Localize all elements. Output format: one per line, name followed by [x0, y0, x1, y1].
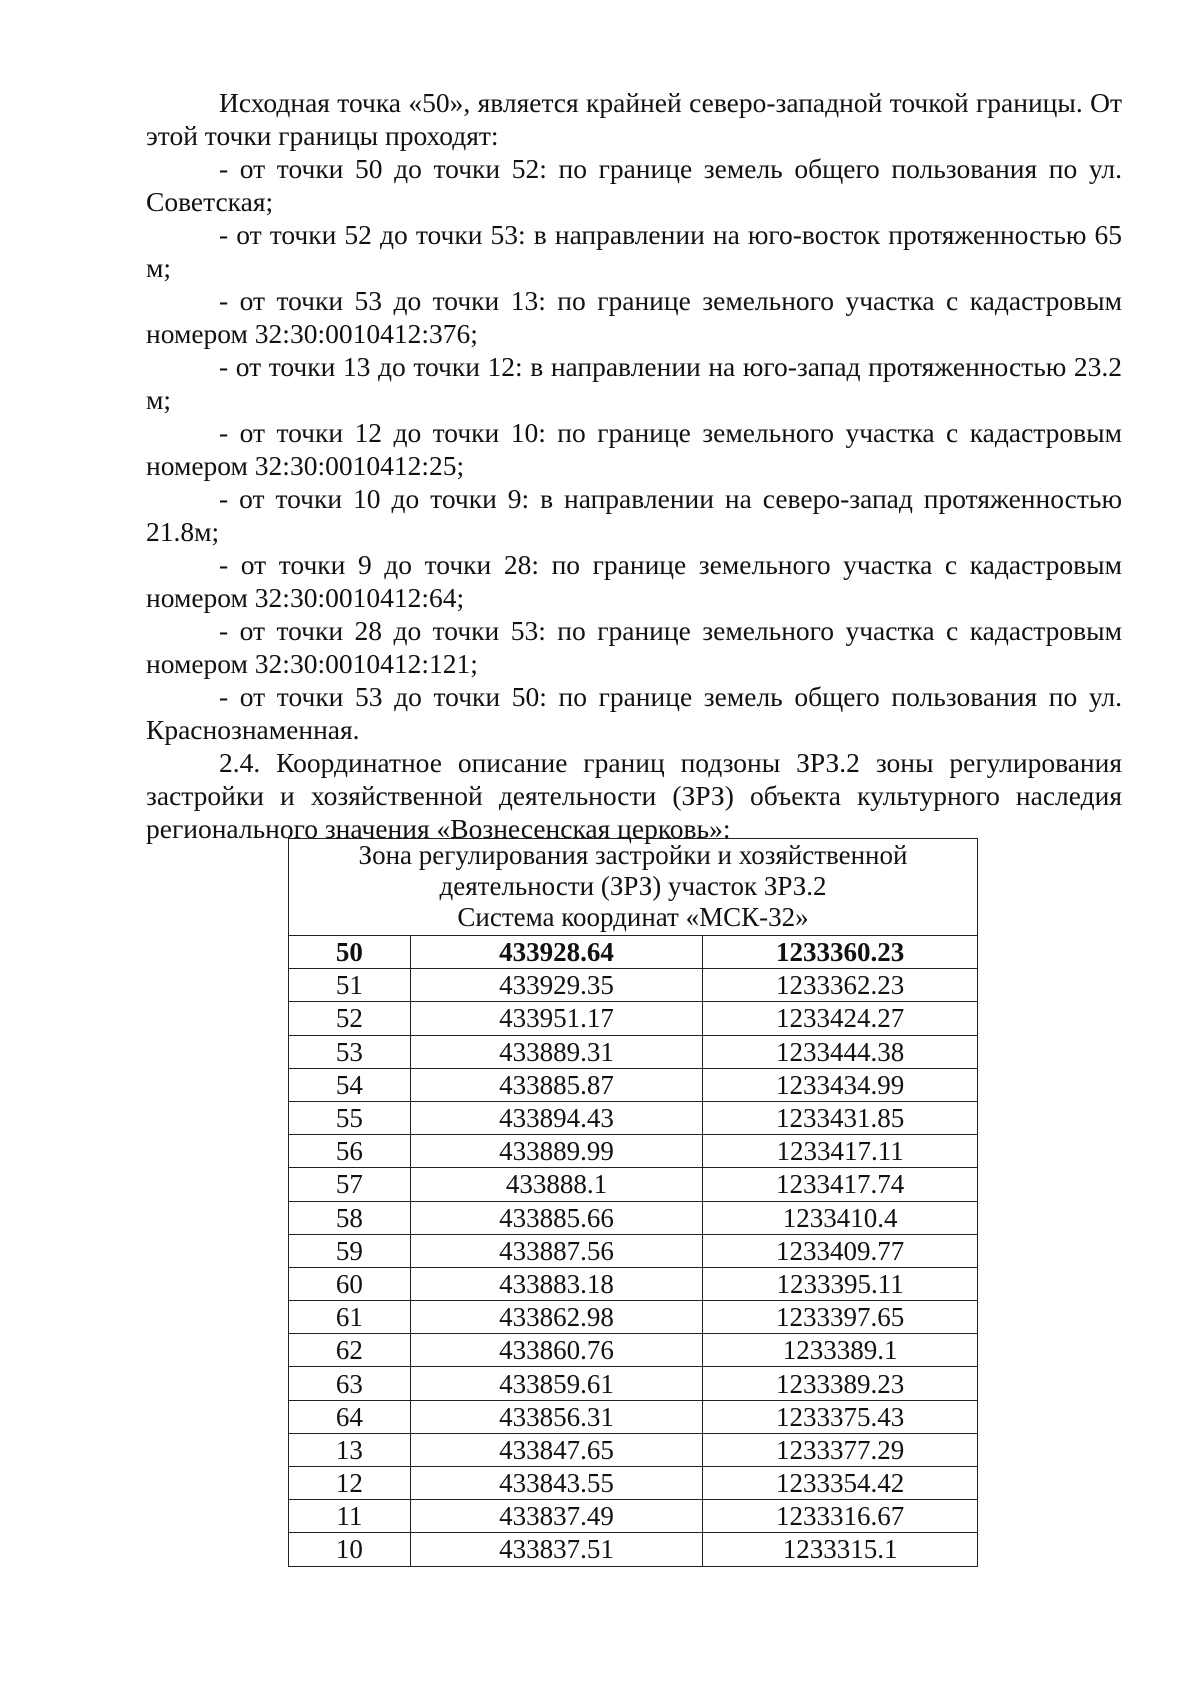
x-coordinate-cell: 433885.87 — [410, 1068, 703, 1101]
x-coordinate-cell: 433885.66 — [410, 1201, 703, 1234]
x-coordinate-cell: 433859.61 — [410, 1367, 703, 1400]
point-number-cell: 57 — [289, 1168, 411, 1201]
x-coordinate-cell: 433860.76 — [410, 1334, 703, 1367]
y-coordinate-cell: 1233315.1 — [703, 1533, 978, 1566]
point-number-cell: 53 — [289, 1035, 411, 1068]
x-coordinate-cell: 433837.49 — [410, 1500, 703, 1533]
paragraph-segment-50-52: - от точки 50 до точки 52: по границе земель общего пользования по ул. Советская; — [146, 153, 1122, 217]
table-row — [289, 1234, 978, 1267]
table-header-cell — [289, 839, 978, 936]
table-row — [289, 969, 978, 1002]
table-row — [289, 1267, 978, 1300]
y-coordinate-cell: 1233375.43 — [703, 1400, 978, 1433]
y-coordinate-cell: 1233362.23 — [703, 969, 978, 1002]
y-coordinate-cell: 1233409.77 — [703, 1234, 978, 1267]
x-coordinate-cell: 433929.35 — [410, 969, 703, 1002]
paragraph-segment-28-53: - от точки 28 до точки 53: по границе земельного участка с кадастровым номером 32:30:0010412:121; — [146, 615, 1122, 679]
paragraph-segment-9-28: - от точки 9 до точки 28: по границе земельного участка с кадастровым номером 32:30:0010412:64; — [146, 549, 1122, 613]
paragraph-segment-10-9: - от точки 10 до точки 9: в направлении на северо-запад протяженностью 21.8м; — [146, 483, 1122, 547]
paragraph-origin-point: Исходная точка «50», является крайней северо-западной точкой границы. От этой точки границы проходят: — [146, 87, 1122, 151]
table-header-line-zone: Зона регулирования застройки и хозяйственной — [358, 840, 908, 870]
y-coordinate-cell: 1233431.85 — [703, 1101, 978, 1134]
y-coordinate-cell: 1233389.1 — [703, 1334, 978, 1367]
boundary-description — [146, 86, 1122, 845]
point-number-cell: 51 — [289, 969, 411, 1002]
table-header-line-coordinate-system: Система координат «МСК-32» — [457, 902, 809, 932]
x-coordinate-cell: 433862.98 — [410, 1301, 703, 1334]
x-coordinate-cell: 433889.31 — [410, 1035, 703, 1068]
table-row — [289, 1533, 978, 1566]
table-row — [289, 936, 978, 969]
point-number-cell: 59 — [289, 1234, 411, 1267]
table-row — [289, 1201, 978, 1234]
point-number-cell: 11 — [289, 1500, 411, 1533]
point-number-cell: 52 — [289, 1002, 411, 1035]
x-coordinate-cell: 433888.1 — [410, 1168, 703, 1201]
paragraph-segment-12-10: - от точки 12 до точки 10: по границе земельного участка с кадастровым номером 32:30:0010412:25; — [146, 417, 1122, 481]
table-row — [289, 1101, 978, 1134]
point-number-cell: 10 — [289, 1533, 411, 1566]
table-row — [289, 1068, 978, 1101]
y-coordinate-cell: 1233424.27 — [703, 1002, 978, 1035]
x-coordinate-cell: 433843.55 — [410, 1467, 703, 1500]
paragraph-segment-13-12: - от точки 13 до точки 12: в направлении на юго-запад протяженностью 23.2 м; — [146, 351, 1122, 415]
paragraph-segment-52-53: - от точки 52 до точки 53: в направлении на юго-восток протяженностью 65 м; — [146, 219, 1122, 283]
table-row — [289, 1002, 978, 1035]
point-number-cell: 56 — [289, 1135, 411, 1168]
x-coordinate-cell: 433889.99 — [410, 1135, 703, 1168]
coordinates-table — [288, 838, 978, 1567]
x-coordinate-cell: 433894.43 — [410, 1101, 703, 1134]
table-row — [289, 1135, 978, 1168]
x-coordinate-cell: 433883.18 — [410, 1267, 703, 1300]
paragraph-segment-53-13: - от точки 53 до точки 13: по границе земельного участка с кадастровым номером 32:30:0010412:376; — [146, 285, 1122, 349]
y-coordinate-cell: 1233397.65 — [703, 1301, 978, 1334]
paragraph-segment-53-50: - от точки 53 до точки 50: по границе земель общего пользования по ул. Краснознаменная. — [146, 681, 1122, 745]
y-coordinate-cell: 1233434.99 — [703, 1068, 978, 1101]
table-row — [289, 1433, 978, 1466]
y-coordinate-cell: 1233316.67 — [703, 1500, 978, 1533]
y-coordinate-cell: 1233417.11 — [703, 1135, 978, 1168]
table-row — [289, 1500, 978, 1533]
table-row — [289, 1467, 978, 1500]
point-number-cell: 12 — [289, 1467, 411, 1500]
table-row — [289, 1168, 978, 1201]
point-number-cell: 55 — [289, 1101, 411, 1134]
paragraph-section-2-4: 2.4. Координатное описание границ подзоны ЗРЗ.2 зоны регулирования застройки и хозяйственной деятельности (ЗРЗ) объекта культурного наследия регионального значения «Вознесенская церковь»: — [146, 747, 1122, 844]
y-coordinate-cell: 1233410.4 — [703, 1201, 978, 1234]
point-number-cell: 63 — [289, 1367, 411, 1400]
x-coordinate-cell: 433837.51 — [410, 1533, 703, 1566]
x-coordinate-cell: 433847.65 — [410, 1433, 703, 1466]
table-row — [289, 1400, 978, 1433]
point-number-cell: 64 — [289, 1400, 411, 1433]
table-row — [289, 1035, 978, 1068]
x-coordinate-cell: 433887.56 — [410, 1234, 703, 1267]
y-coordinate-cell: 1233389.23 — [703, 1367, 978, 1400]
point-number-cell: 50 — [289, 936, 411, 969]
y-coordinate-cell: 1233360.23 — [703, 936, 978, 969]
point-number-cell: 54 — [289, 1068, 411, 1101]
x-coordinate-cell: 433951.17 — [410, 1002, 703, 1035]
point-number-cell: 60 — [289, 1267, 411, 1300]
x-coordinate-cell: 433928.64 — [410, 936, 703, 969]
table-row — [289, 1367, 978, 1400]
point-number-cell: 61 — [289, 1301, 411, 1334]
point-number-cell: 62 — [289, 1334, 411, 1367]
table-row — [289, 1301, 978, 1334]
y-coordinate-cell: 1233417.74 — [703, 1168, 978, 1201]
point-number-cell: 58 — [289, 1201, 411, 1234]
table-header-line-area: деятельности (ЗРЗ) участок ЗРЗ.2 — [439, 871, 827, 901]
table-header-row — [289, 839, 978, 936]
y-coordinate-cell: 1233354.42 — [703, 1467, 978, 1500]
table-row — [289, 1334, 978, 1367]
y-coordinate-cell: 1233377.29 — [703, 1433, 978, 1466]
y-coordinate-cell: 1233395.11 — [703, 1267, 978, 1300]
point-number-cell: 13 — [289, 1433, 411, 1466]
y-coordinate-cell: 1233444.38 — [703, 1035, 978, 1068]
x-coordinate-cell: 433856.31 — [410, 1400, 703, 1433]
